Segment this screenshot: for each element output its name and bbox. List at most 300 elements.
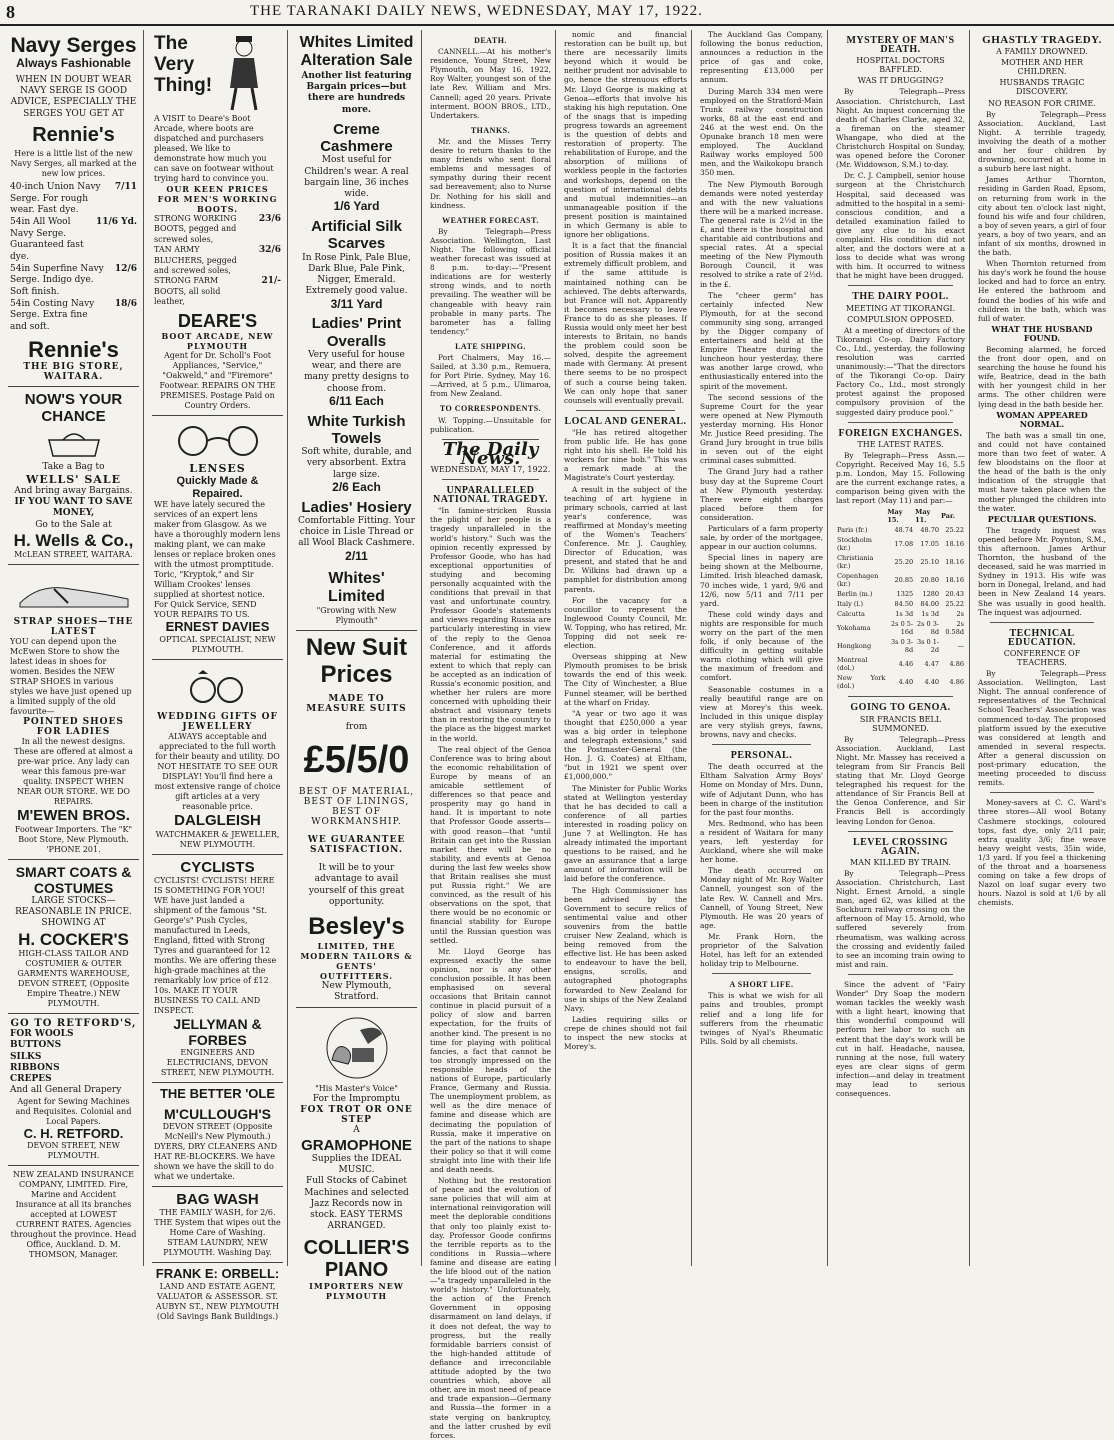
personal-item: Mrs. Redmond, who has been a resident of Waitara for many years, left yesterday for Auckland, where she will make her home. <box>700 818 823 865</box>
newspaper-flag: The Daily News. <box>442 438 539 469</box>
table-row <box>836 535 965 553</box>
ad-mcewen-shoes <box>8 565 139 859</box>
crossing-heading: LEVEL CROSSING AGAIN. <box>852 836 949 857</box>
divider <box>848 974 953 975</box>
col8-advertorial: Money-savers at C. C. Ward's three stores—All wool Botany Cashmere stockings, coloured tops, fast dye, only 2/11 pair, extra quality 3/6; fine weave heavy weight vests, 35in wide, 1/3 yard. If you feel a thickening of the throat and a hoarseness coming on take a few drops of Nazol on loaf sugar every two hours. Nazol is sold at 1/6 by all chemists. <box>978 798 1106 908</box>
ad-dalgleish-jewellery <box>152 660 283 854</box>
orbell-name: FRANK E: ORBELL: <box>155 1266 280 1282</box>
editorial-paragraph: The real object of the Genoa Conference was to bring about the economic rehabilitation of Europe by means of an amicable settlement of differences so that peace and prosperity may go hand in hand. It is important to note that Professor Goode asserts—with good reason—that "until Britain can get into the Russian market there will be no stability, and events at Genoa during the last few weeks show that Britain realises she must put Russia right." We are convinced, as the result of his observations on the spot, that there would be no economic or financial stability for Europe until the Russian question was settled. <box>430 744 551 945</box>
short-life-text: This is what we wish for all pains and troubles, prompt relief and a long life for sufferers from the rheumatic twinges of Nyal's Rheumatic Pills. Sold by all chemists. <box>700 991 823 1046</box>
divider <box>576 410 675 411</box>
navy-item-name: 54in Superfine Navy Serge. Indigo dye. Soft finish. <box>10 263 104 298</box>
masthead-title: THE TARANAKI DAILY NEWS, WEDNESDAY, MAY 17, 1922. <box>250 3 703 19</box>
retford-agent: Agent for Sewing Machines and Requisites. Colonial and Local Papers. <box>15 1096 132 1126</box>
summoned-text: By Telegraph—Press Association. Auckland, Last Night. Mr. Massey has received a telegram from Sir Francis Bell stating that Mr. Lloyd George telegraphed his request for the attendance of Sir Francis Bell at the Genoa Conference, and Sir Francis Bell is accordingly leaving London for Genoa. <box>836 734 965 826</box>
table-row <box>836 589 965 599</box>
retford-item: FOR WOOLS <box>10 1029 74 1040</box>
wells-line: Take a Bag to <box>42 461 105 472</box>
ad-whites-sale <box>296 30 417 631</box>
cycles-text: CYCLISTS! CYCLISTS! HERE IS SOMETHING FOR YOU! WE have just landed a shipment of the famous "St. George's" Push Cycles, manufactured in Leeds, England, fitted with Strong Tyres and guaranteed for 12 months. We are offering these high-grade machines at the remarkably low price of £12 10s. MAKE IT YOUR BUSINESS TO CALL AND INSPECT. <box>154 875 277 1015</box>
table-cell: New York (dol.) <box>837 674 886 691</box>
deare-item <box>154 276 281 307</box>
strap-headline: STRAP SHOES—THE LATEST <box>13 617 134 638</box>
table-header-row <box>836 507 965 525</box>
strap-shoe-icon <box>14 573 134 613</box>
retford-name: C. H. RETFORD. <box>23 1125 124 1141</box>
bagwash-head: BAG WASH <box>176 1191 259 1209</box>
mcc-name: M'CULLOUGH'S <box>164 1106 271 1123</box>
wedding-text: ALWAYS acceptable and appreciated to the full worth for their beauty and utility. DO NOT HESITATE TO SEE OUR DISPLAY! You'll find here a most extensive range of choice gift articles at a very reasonable price. <box>154 732 281 812</box>
wells-headline: NOW'S YOUR CHANCE <box>24 391 123 426</box>
table-cell: Paris (fr.) <box>837 526 868 535</box>
flag-date: WEDNESDAY, MAY 17, 1922. <box>430 464 551 474</box>
column-ads-2 <box>148 30 288 1322</box>
bagwash-text: THE FAMILY WASH, for 2/6. THE System that wipes out the Home Care of Washing. STEAM LAUNDRY, NEW PLYMOUTH. Washing Day. <box>154 1208 281 1258</box>
mystery-subheading: HOSPITAL DOCTORS BAFFLED. <box>856 56 945 75</box>
mystery-subheading-2: WAS IT DRUGGING? <box>857 76 944 86</box>
table-header-cell: May 15. <box>887 508 903 525</box>
navy-item-price: 11/6 Yd. <box>95 216 138 227</box>
ad-retford <box>8 1014 139 1166</box>
correspondents-heading: TO CORRESPONDENTS. <box>439 404 542 414</box>
table-row <box>836 571 965 589</box>
correspondents-text: W. Topping.—Unsuitable for publication. <box>430 415 551 434</box>
deare-head-1: The <box>154 33 188 54</box>
ad-colliers-gramophone <box>296 1008 417 1305</box>
local-item: The Minister for Public Works stated at Wellington yesterday that he has decided to call a conference of all parties interested in roading policy on June 7 at Wellington. He has already intimated the important questions to be raised, and he gave an assurance that a large amount of information will be laid before the conference. <box>564 783 687 884</box>
column-editorial <box>426 30 556 1440</box>
woman-text: The bath was a small tin one, and could not have contained more than two feet of water. A few bloodstains on the floor at the head of the bath is the only indication of the struggle that must have taken place when the mother plunged the children into the water. <box>978 430 1106 513</box>
table-cell: 18.16 <box>945 558 964 567</box>
genoa-heading: GOING TO GENOA. <box>850 702 951 714</box>
table-cell: 25.22 <box>945 526 964 535</box>
ad-besley-suits <box>296 631 417 1008</box>
ghastly-subheading: A FAMILY DROWNED. <box>996 47 1088 57</box>
personal-heading: PERSONAL. <box>730 750 793 762</box>
table-cell: 20.80 <box>920 576 940 585</box>
retford-item: SILKS <box>10 1051 42 1062</box>
besley-town: New Plymouth, Stratford. <box>321 980 392 1002</box>
news-item: The New Plymouth Borough demands were noted yesterday and with the new valuations there will be a marked increase. The general rate is 2½d in the £, and there is the hospital and charitable aid contributions and special rates. At a special meeting of the New Plymouth Borough Council, it was resolved to strike a rate of 2½d. in the £. <box>700 179 823 289</box>
mystery-paragraph: By Telegraph—Press Association. Christchurch, Last Night. An inquest concerning the death of Charles Clarke, aged 32, a fireman on the steamer Whangape, who died at the Christchurch Hospital on Sunday, was opened before the Coroner (Mr. Widdowson, S.M.) to-day. <box>836 87 965 170</box>
ad-orbell <box>152 1263 283 1326</box>
exchange-rates-table <box>836 507 965 691</box>
table-cell: 4.86 <box>949 660 964 669</box>
crossing-text: By Telegraph—Press Association. Christchurch, Last Night. Ernest Arnold, a single man, aged 62, was killed at the Sockburn railway crossing on the afternoon of May 15. Arnold, who suffered severely from rheumatism, was walking across the crossing and evidently failed to see an incoming train owing to mist and rain. <box>836 868 965 969</box>
scarves-price: 3/11 Yard <box>330 296 383 311</box>
table-cell: 4.47 <box>924 660 940 669</box>
deare-agent: Agent for Dr. Scholl's Foot Appliances, "Service," "Oakweld," and "Firemore" Footwear. REPAIRS ON THE PREMISES. Postage Paid on Country Orders. <box>159 351 276 411</box>
tech-subheading: CONFERENCE OF TEACHERS. <box>1003 648 1081 667</box>
table-cell: Christiania (kr.) <box>837 554 874 571</box>
ad-wells-sale <box>8 387 139 565</box>
navy-serges-subtitle: Always Fashionable <box>16 56 131 71</box>
divider <box>712 973 811 974</box>
navy-item <box>10 299 137 334</box>
table-cell: 25.20 <box>894 558 914 567</box>
table-header-cell: May 11. <box>915 508 931 525</box>
deare-head-3: Thing! <box>154 74 213 96</box>
table-row <box>836 553 965 571</box>
local-item: "He has retired altogether from public life. He has gone right into his shell. He told his workers for nine bob." This was a remark made at the Magistrate's Court yesterday. <box>564 427 687 483</box>
colliers-name: COLLIER'S PIANO <box>303 1236 410 1281</box>
navy-item-name: 54in All Wool Navy Serge. Guaranteed fast dye. <box>10 216 84 263</box>
deare-sub: BOOT ARCADE, NEW PLYMOUTH <box>161 331 274 352</box>
personal-item: The death occurred on Monday night of Mr. Roy Walter Cannell, youngest son of the late Rev. W. Cannell and Mrs. Cannell, of Young Street, New Plymouth. He was 20 years of age. <box>700 866 823 930</box>
personal-item: The death occurred at the Eltham Salvation Army Boys' Home on Monday of Mrs. Dunn, wife of Adjutant Dunn, who has been in charge of the institution for the past four months. <box>700 762 823 817</box>
suit-guarantee: WE GUARANTEE SATISFACTION. <box>307 835 406 856</box>
deare-item <box>154 214 281 245</box>
navy-item <box>10 264 137 299</box>
col7-advertorial: Since the advent of "Fairy Wonder" Dry Soap the modern woman tackles the weekly wash with a light heart, knowing that this wonderful compound will perform her labor to such an extent that the day's work will be cut in half. Headache, nausea, running at the nose, full watery eyes are clear signs of germ infection—and delay in treatment may lead to serious consequences. <box>836 979 965 1099</box>
table-cell: Berlin (m.) <box>837 590 873 599</box>
table-cell: Copenhagen (kr.) <box>837 572 879 589</box>
navy-serges-title: Navy Serges <box>10 34 137 57</box>
ad-nz-insurance <box>8 1166 139 1264</box>
column-ads-3 <box>292 30 422 1301</box>
column-telegraph-news <box>832 30 970 1266</box>
local-item: Overseas shipping at New Plymouth promises to be brisk towards the end of this week. The City of Winchester, a Blue Funnel steamer, will be berthed at the wharf on Friday. <box>564 652 687 707</box>
table-cell: Calcutta <box>837 610 865 619</box>
divider <box>990 622 1094 623</box>
local-item: For the vacancy for a councillor to represent the Inglewood County Council, Mr. W. Topping, who has retired, Mr. Topping did not seek re-election. <box>564 595 687 651</box>
shopping-bag-icon <box>39 430 109 458</box>
cocker-line: LARGE STOCKS—REASONABLE IN PRICE. <box>15 895 132 917</box>
short-life-heading: A SHORT LIFE. <box>729 980 794 990</box>
deare-item-price: 23/6 <box>258 214 281 224</box>
davies-name: ERNEST DAVIES <box>165 619 270 635</box>
table-row <box>836 599 965 609</box>
local-item: A result in the subject of the teaching of art hygiene in primary schools, carried at last year's conference, was reaffirmed at Monday's meeting of the Women's Teachers' Conference. Mr. J. Caughley, Director of Education, was present, and stated that he and Dr. Wilkins had drawn up a pamphlet for distribution among parents. <box>564 484 687 594</box>
editorial-paragraph: "In famine-stricken Russia the plight of her people is a tragedy unparalleled in the world's history." Such was the opinion recently expressed by Professor Goode, who has had exceptional opportunities of studying and becoming personally acquainted with the conditions that prevail in that vast and unfortunate country. Professor Goode's statements and views regarding Russia are particularly interesting in view of the reply to the Genoa Conference, and it affords material for estimating the extent to which that reply can be accepted as an indication of Russia's economic position, and whether her rulers are more concerned with upholding their abstract and visionary tenets than in restoring the country to the place as the biggest market in the world. <box>430 506 551 743</box>
thanks-notice: Mr. and the Misses Terry desire to return thanks to the many friends who sent floral emblems and messages of sympathy during their recent sad bereavement; also to Nurse Dr. Nothing for his skill and kindness. <box>430 136 551 210</box>
overalls-text: Very useful for house wear, and there are many pretty designs to choose from. <box>304 349 409 394</box>
rennie-store: THE BIG STORE, <box>23 362 124 373</box>
navy-item <box>10 182 137 217</box>
retford-headline: GO TO RETFORD'S, <box>10 1018 137 1030</box>
table-cell: 1s 3d <box>921 610 940 619</box>
whites-headline: Whites Limited Alteration Sale <box>299 34 414 70</box>
whites-intro: Another list featuring Bargain prices—but there are hundreds more. <box>301 70 412 115</box>
navy-serges-text: WHEN IN DOUBT WEAR NAVY SERGE IS GOOD ADVICE, ESPECIALLY THE SERGES YOU GET AT <box>10 74 137 119</box>
weather-heading: WEATHER FORECAST. <box>442 215 539 225</box>
table-cell: 48.70 <box>920 526 940 535</box>
table-header-cell <box>836 507 886 525</box>
table-row <box>836 637 965 655</box>
orbell-sub: LAND AND ESTATE AGENT, VALUATOR & ASSESSOR. ST. AUBYN ST., NEW PLYMOUTH (Old Savings Bank Buildings.) <box>155 1282 280 1322</box>
creme-text: Most useful for Children's wear. A real bargain line, 36 inches wide. <box>304 155 409 200</box>
weather-text: By Telegraph—Press Association. Wellington, Last Night. The following official weather forecast was issued at 8 p.m. to-day:—"Present indications are for westerly strong winds, and to north prevailing. The weather will be changeable with heavy rain probable in many parts. The barometer has a falling tendency." <box>430 226 551 336</box>
table-row <box>836 619 965 637</box>
husband-text: Becoming alarmed, he forced the front door open, and on searching the house he found his wife, Beatrice, dead in the bath with her youngest child in her arms. The other children were lying dead in the bath beside her. <box>978 345 1106 409</box>
table-cell: 18.16 <box>945 540 964 549</box>
table-row <box>836 525 965 535</box>
ad-deares-boots <box>152 30 283 416</box>
table-cell: 3s 0 1-2d <box>916 638 940 655</box>
deare-head-2: Very <box>154 53 195 75</box>
local-item: "A year or two ago it was thought that £250,000 a year was a big order in telephone and telegraph extensions," said the Postmaster-General (the Hon. J. G. Coates) at Eltham, "but in 1921 we spent over £1,000,000." <box>564 708 687 782</box>
shipping-heading: LATE SHIPPING. <box>455 341 526 351</box>
dairy-text: At a meeting of directors of the Tikorangi Co-op. Dairy Factory Co., Ltd., yesterday, the following resolution was carried unanimously:—"That the directors of the Tikorangi Co-op. Dairy Factory Co., Ltd., most strongly protest against the proposed compulsory provision of the suggested dairy produce pool." <box>836 325 965 417</box>
news-item: The second sessions of the Supreme Court for the year were opened at New Plymouth yesterday morning. His Honor Mr. Justice Reed presiding. The Grand Jury brought in true bills in seven out of the eight criminal cases submitted. <box>700 392 823 466</box>
local-item: The High Commissioner has been advised by the Government to secure relics of sentimental value and other souvenirs from the battle cruiser New Zealand, which is being removed from the effective list. He has been asked to endeavour to have the bell, ensigns, scrolls, and autographed photographs forwarded to New Zealand for use in ships of the New Zealand Navy. <box>564 885 687 1013</box>
personal-item: Mr. Frank Horn, the proprietor of the Salvation Hotel, has left for an extended holiday trip to Melbourne. <box>700 931 823 969</box>
ad-cocker-coats <box>8 860 139 1014</box>
gentleman-figure-icon <box>212 34 272 114</box>
divider <box>442 479 539 480</box>
fx-heading: FOREIGN EXCHANGES. <box>838 427 963 439</box>
ghastly-heading: GHASTLY TRAGEDY. <box>982 34 1102 46</box>
table-cell: 17.05 <box>920 540 940 549</box>
husband-heading: WHAT THE HUSBAND FOUND. <box>991 323 1093 343</box>
retford-item: RIBBONS <box>10 1062 60 1073</box>
cocker-address: HIGH-CLASS TAILOR AND COSTUMIER & OUTER GARMENTS WAREHOUSE, DEVON STREET, (Opposite Empire Theatre.) NEW PLYMOUTH. <box>17 949 130 1009</box>
jellyman-name: JELLYMAN & FORBES <box>173 1015 262 1049</box>
ghastly-subheading-4: NO REASON FOR CRIME. <box>988 98 1096 108</box>
whites-tagline: "Growing with New Plymouth" <box>316 606 397 626</box>
jellyman-sub: ENGINEERS AND ELECTRICIANS, DEVON STREET, NEW PLYMOUTH. <box>160 1048 275 1078</box>
strap-text: YOU can depend upon the McEwen Store to show the latest ideas in shoes for women. Besides the NEW STRAP SHOES in various styles we have just opened up a limited supply of the old favourite— <box>10 637 132 717</box>
navy-item-name: 54in Costing Navy Serge. Extra fine and soft. <box>10 298 95 333</box>
news-item: Special lines in napery are being shown at the Melbourne, Limited. Irish bleached damask, 70 inches wide, 1 yard, 9/6 and 12/6, now 5/11 and 7/11 per yard. <box>700 553 823 608</box>
deare-item <box>154 245 281 276</box>
editorial-paragraph: Nothing but the restoration of peace and the evolution of sane policies that will aim at international reinvigoration will meet the deplorable conditions that only too plainly exist to-day. Professor Goode confirms the terrible reports as to the conditions in Russia—where famine and disease are eating the life blood out of the nation—"a tragedy unparalleled in the world's history." Unfortunately, the action of the French Government in opposing disarmament on land delays, if it does not defeat, the way to progress, but the really formidable barriers consist of the high-handed attitude of defiance and irreconcilable attitude adopted by the two countries which, above all other, are in most need of peace and trade expansion—Germany and Russia—the former in a state verging on bankruptcy, and the latter crushed by evil forces. <box>430 1176 551 1440</box>
news-item: The "cheer germ" has certainly infected New Plymouth, for at the second community sing song, arranged by the Digger company of entertainers and held at the Empire Theatre during the luncheon hour yesterday, there was another large crowd, who enthusiastically entered into the spirit of the movement. <box>700 290 823 391</box>
mcewen-name: M'EWEN BROS. <box>17 807 130 825</box>
navy-item-price: 12/6 <box>114 263 137 274</box>
ghastly-subheading-2: MOTHER AND HER CHILDREN. <box>1000 58 1084 77</box>
crossing-subheading: MAN KILLED BY TRAIN. <box>850 857 951 867</box>
creme-head: Creme Cashmere <box>320 120 393 156</box>
column-news-personal <box>696 30 828 1266</box>
whites-name: Whites' Limited <box>328 569 385 605</box>
colliers-sub: IMPORTERS NEW PLYMOUTH <box>309 1280 404 1301</box>
table-cell: 20.85 <box>894 576 914 585</box>
column-ads-1 <box>4 30 144 1266</box>
suit-text: BEST OF MATERIAL, BEST OF LININGS, BEST OF WORKMANSHIP. <box>298 787 415 828</box>
mystery-heading: MYSTERY OF MAN'S DEATH. <box>846 35 955 56</box>
divider <box>848 831 953 832</box>
tech-text: By Telegraph—Press Association. Wellington, Last Night. The annual conference of representatives of the Technical School Teachers' Association was commenced to-day. The proposed platform issued by the executive was considered at length and amended in several respects. After a general discussion on post-primary education, the meeting proceeded to discuss remits. <box>978 669 1106 788</box>
ad-bag-wash <box>152 1187 283 1263</box>
suit-headline: New Suit Prices <box>305 634 408 688</box>
mcewen-sub: Footwear Importers. The "K" Boot Store, New Plymouth. 'PHONE 201. <box>14 824 133 854</box>
deare-item-name: STRONG FARM BOOTS, all solid leather, <box>154 276 221 307</box>
editorial-continued: It is a fact that the financial position of Russia makes it an extremely difficult problem, and if the same attitude is maintained nothing can be achieved. The debts afterwards, but France will not. Apparently it becomes necessary to leave France to do as she pleases. If Russia would only meet her best interests to Britain, no hands the problem could soon be solved, despite the agreement made with Germany. At present there seems to be no prospect of such a course being taken. We can only hope that saner counsels will eventually prevail. <box>564 241 687 405</box>
news-item: These cold windy days and nights are responsible for much worry on the part of the men folk, if only because of the difficulty in getting suitable warm clothing which will give the maximum of freedom and comfort. <box>700 609 823 683</box>
towels-head: White Turkish Towels <box>307 412 406 447</box>
table-cell: 4.40 <box>924 678 940 687</box>
his-masters-voice-dog-icon <box>312 1016 402 1080</box>
local-item: Ladies requiring silks or crepe de chines should not fail to inspect the new stocks at Morey's. <box>564 1014 687 1052</box>
table-cell: Italy (l.) <box>837 600 864 609</box>
deare-item-price: 21/- <box>261 276 281 287</box>
retford-item: BUTTONS <box>10 1040 62 1051</box>
spectacles-icon <box>163 424 273 458</box>
news-item: Particulars of a farm property sale, by order of the mortgagee, appear in our auction columns. <box>700 523 823 552</box>
ad-rennie-navy-serges <box>8 30 139 387</box>
ghastly-paragraph: By Telegraph—Press Association. Auckland, Last Night. A terrible tragedy, involving the death of a mother and her four children by drowning, occurred at a home in a suburb here last night. <box>978 109 1106 174</box>
gram-for: For the Impromptu <box>312 1094 401 1105</box>
suit-measure: MADE TO MEASURE SUITS <box>306 694 407 715</box>
rennie-town: WAITARA. <box>43 372 104 383</box>
ad-mccullough <box>152 1083 283 1187</box>
ad-ernest-davies-lenses <box>152 416 283 660</box>
retford-item: CREPES <box>10 1074 52 1085</box>
gram-name: GRAMOPHONE <box>301 1136 412 1154</box>
thanks-heading: THANKS. <box>470 125 511 135</box>
deare-prices-head: OUR KEEN PRICES FOR MEN'S WORKING BOOTS. <box>157 184 278 214</box>
suit-price: £5/5/0 <box>303 739 410 782</box>
news-item: During March 334 men were employed on the Stratford-Main Trunk railway construction works, 88 at the east end and 246 at the west end. On the Opunake branch 18 men were employed. The Auckland Railway works employed 500 men, and the Waikokopu branch 350 men. <box>700 86 823 178</box>
navy-item-price: 18/6 <box>114 298 137 309</box>
strap-text-2: In all the newest designs. These are offered at almost a pre-war price. Any lady can wear this famous pre-war quality. INSPECT WHEN NEAR OUR STORE. WE DO REPAIRS. <box>14 737 133 807</box>
hosiery-price: 2/11 <box>345 548 368 563</box>
gram-dance: FOX TROT OR ONE STEP <box>300 1105 413 1126</box>
deare-text: A VISIT to Deare's Boot Arcade, where boots are dispatched and purchasers pleased. We like to demonstrate how much you can save on footwear without trying hard to convince you. <box>154 114 274 183</box>
lenses-text: WE have lately secured the services of an expert lens maker from Glasgow. As we have a thoroughly modern lens making plant, we can make lenses or replace broken ones with the utmost promptitude. Toric, "Kryptok," and Sir William Crookes' lenses supplied at shortest notice. For Quick Service, SEND YOUR REPAIRS TO US. <box>154 500 281 620</box>
deare-item-name: TAN ARMY BLUCHERS, pegged and screwed soles, <box>154 245 237 275</box>
wells-address: McLEAN STREET, WAITARA. <box>14 550 133 560</box>
jewellery-rings-icon <box>168 668 268 708</box>
woman-heading: WOMAN APPEARED NORMAL. <box>996 409 1088 429</box>
table-cell: 1325 <box>896 590 914 599</box>
deare-item-price: 32/6 <box>258 245 281 256</box>
wells-line: WELLS' SALE <box>26 472 121 486</box>
table-cell: 25.22 <box>945 600 964 609</box>
divider <box>848 285 953 286</box>
dairy-heading: THE DAIRY POOL. <box>852 291 949 303</box>
mystery-paragraph: Dr. C. J. Campbell, senior house surgeon at the Christchurch Hospital, said deceased was admitted to the hospital in a semi-conscious condition, and a detailed examination failed to give any clue to his exact complaint. His condition did not alter, and the doctors were at a loss to decide what was wrong with him. It occurred to witness that he might have been drugged. <box>836 171 965 281</box>
lenses-sub: Quickly Made & Repaired. <box>176 475 259 500</box>
column-local-general <box>560 30 692 1266</box>
ghastly-paragraph: James Arthur Thornton, residing in Garden Road, Epsom, on returning from work in the city about ten o'clock last night, found his wife and four children, a boy of seven years, a girl of four years, a boy of two years, and an infant of six months, drowned in the bath. <box>978 175 1106 258</box>
rennie-name: Rennie's <box>32 123 115 146</box>
table-cell: Montreal (dol.) <box>837 656 868 673</box>
table-cell: 4.86 <box>949 678 964 687</box>
page-number: 8 <box>6 2 15 22</box>
column-tragedy-news <box>974 30 1110 1266</box>
table-cell: 2s 0.58d <box>945 620 964 637</box>
table-cell: 3s 0 3-8d <box>891 638 914 655</box>
scarves-text: In Rose Pink, Pale Blue, Dark Blue, Pale Pink, Nigger, Emerald. Extremely good value. <box>302 252 411 297</box>
table-cell: Hongkong <box>837 642 872 651</box>
divider <box>848 696 953 697</box>
table-cell: 1280 <box>922 590 940 599</box>
davies-sub: OPTICAL SPECIALIST, NEW PLYMOUTH. <box>159 635 276 655</box>
deaths-notice: CANNELL.—At his mother's residence, Young Street, New Plymouth, on May 16, 1922, Roy Walter, youngest son of the late Rev. William and Mrs. Cannell; aged 20 years. Private interment. BOON BROS., LTD., Undertakers. <box>430 47 551 120</box>
nz-insurance-text: NEW ZEALAND INSURANCE COMPANY, LIMITED. Fire, Marine and Accident Insurance at all its branches accepted at LOWEST CURRENT RATES. Agencies throughout the province. Head Office, Auckland. D. M. THOMSON, Manager. <box>10 1170 137 1260</box>
summoned-heading: SIR FRANCIS BELL SUMMONED. <box>859 714 942 733</box>
table-cell: Yokohama <box>837 624 871 633</box>
fx-intro: By Telegraph—Press Assn.—Copyright. Received May 16, 5.5 p.m. London, May 15. Following are the current exchange rates, a comparison being given with the last report (May 11) and par:— <box>836 450 965 506</box>
deare-name: DEARE'S <box>177 310 258 331</box>
editorial-continued: nomic and financial restoration can be built up, but there are necessarily limits beyond which it would be neither prudent nor advisable to go, hence the strenuous efforts Mr. Lloyd George is making at Genoa—efforts that involve his staking his high reputation. One of the snags that is impeding progress towards an agreement is the question of debts and restoration of property. The rehabilitation of Europe, and the absorption of millions of workless people in the factories and workshops, depend on the question of international debts and mutual indemnities—an unmanageable position if the present position is maintained in which Germany is able to ignore her obligations. <box>564 30 687 240</box>
retford-item: And all General Drapery <box>10 1085 122 1096</box>
table-cell: 2s 0 5-16d <box>891 620 914 637</box>
gram-text: Full Stocks of Cabinet Machines and selected Jazz Records now in stock. EASY TERMS ARRANGED. <box>304 1176 409 1232</box>
mcc-text: DYERS, DRY CLEANERS AND HAT RE-BLOCKERS. We have shown we have the skill to do what we undertake. <box>154 1142 277 1182</box>
table-cell: 48.74 <box>894 526 914 535</box>
gram-supplies: Supplies the IDEAL MUSIC. <box>311 1153 402 1176</box>
shipping-text: Port Chalmers, May 16.—Sailed, at 3.30 p.m., Remuera, for Port Pirie. Sydney, May 16.—Arrived, at 5 p.m., Ulimaroa, from New Zealand. <box>430 353 551 399</box>
local-general-heading: LOCAL AND GENERAL. <box>564 415 687 427</box>
news-item: Seasonable costumes in a really beautiful range are on view at Morey's this week. Included in this unique display are very stylish greys, fawns, browns, navy and checks. <box>700 684 823 740</box>
table-row <box>836 655 965 673</box>
overalls-price: 6/11 Each <box>329 393 384 408</box>
scarves-head: Artificial Silk Scarves <box>311 218 402 253</box>
wells-line: IF YOU WANT TO SAVE MONEY, <box>14 497 133 519</box>
creme-price: 1/6 Yard <box>333 199 380 214</box>
gram-a: A <box>353 1125 360 1136</box>
questions-heading: PECULIAR QUESTIONS. <box>987 513 1097 524</box>
hosiery-text: Comfortable Fitting. Your choice in Lisle Thread or all Wool Black Cashmere. <box>298 515 415 549</box>
masthead <box>0 0 1114 26</box>
suit-from: from <box>345 722 368 733</box>
ghastly-paragraph: When Thornton returned from his day's work he found the house locked and had to force an entry. He entered the bathroom and found the bodies of his wife and children in the bath, which was full of water. <box>978 259 1106 323</box>
table-cell: 84.50 <box>894 600 914 609</box>
table-cell: 84.00 <box>920 600 940 609</box>
besley-name: Besley's <box>308 913 405 941</box>
table-cell: 18.16 <box>945 576 964 585</box>
table-row <box>836 609 965 619</box>
table-cell: 2s 0 3-8d <box>916 620 940 637</box>
navy-item-price: 7/11 <box>114 181 137 192</box>
towels-price: 2/6 Each <box>332 479 381 494</box>
wedding-head: WEDDING GIFTS OF JEWELLERY <box>157 712 278 733</box>
table-cell: 4.40 <box>898 678 914 687</box>
deare-item-name: STRONG WORKING BOOTS, pegged and screwed soles, <box>154 214 237 244</box>
overalls-head: Ladies' Print Overalls <box>311 315 402 350</box>
navy-intro: Here is a little list of the new Navy Serges, all marked at the new low prices. <box>10 148 137 178</box>
mcc-sub: DEVON STREET (Opposite McNeill's New Plymouth.) <box>162 1122 273 1142</box>
deaths-heading: DEATH. <box>474 36 507 45</box>
wells-line: Go to the Sale at <box>35 519 112 530</box>
besley-sub: LIMITED, THE MODERN TAILORS & GENTS' OUTFITTERS. <box>300 940 413 981</box>
dalgleish-sub: WATCHMAKER & JEWELLER, NEW PLYMOUTH. <box>155 829 280 849</box>
strap-pointed: POINTED SHOES FOR LADIES <box>23 717 124 738</box>
tech-heading: TECHNICAL EDUCATION. <box>1008 627 1076 648</box>
divider <box>848 422 953 423</box>
dairy-subheading: MEETING AT TIKORANGI. <box>845 303 956 313</box>
cycles-head: CYCLISTS <box>180 858 255 876</box>
table-cell: 2s <box>956 610 964 619</box>
lenses-head: LENSES <box>189 462 246 476</box>
table-cell: 17.08 <box>894 540 914 549</box>
retford-address: DEVON STREET, NEW PLYMOUTH. <box>27 1141 120 1161</box>
editorial-heading: UNPARALLELED NATIONAL TRAGEDY. <box>432 485 548 506</box>
news-item: The Auckland Gas Company, following the bonus reduction, announces a reduction in the price of gas and coke, representing £13,000 per annum. <box>700 30 823 85</box>
news-item: The Grand Jury had a rather busy day at the Supreme Court at New Plymouth yesterday. There were eight charges placed before them for consideration. <box>700 467 823 522</box>
gram-caption: "His Master's Voice" <box>315 1084 398 1094</box>
editorial-paragraph: Mr. Lloyd George has expressed exactly the same opinion, nor is any other conclusion possible. It has been emphasised on several occasions that Britain cannot continue in placid pursuit of a policy of slow and barren expectation, for the fruits of another kind. The present is no time for playing with political fancies, a fact that cannot be too strongly impressed on the responsible heads of the nations of Europe, particularly France, Germany and Russia. The unemployment problem, as well as the dire menace of famine and disease which are decimating the population of Russia, make it imperative on the part of the nations to shape their policy so that it will come straight into line with their life and death needs. <box>430 946 551 1174</box>
dairy-subheading-2: COMPULSION OPPOSED. <box>847 314 954 324</box>
better-ole: THE BETTER 'OLE <box>159 1086 276 1102</box>
cocker-line: SHOWING AT <box>41 918 106 929</box>
table-cell: 25.10 <box>920 558 940 567</box>
divider <box>712 744 811 745</box>
navy-item <box>10 217 137 264</box>
rennie-name-footer: Rennie's <box>28 336 119 362</box>
divider <box>990 792 1094 793</box>
questions-text: The tragedy inquest was opened before Mr. Poynton, S.M., this afternoon. James Arthur Thornton, the husband of the deceased, said he was married in Sydney in 1913. His wife was born in Donegal, Ireland, and had been in New Zealand 14 years. She was usually in good health. The inquest was adjourned. <box>978 525 1106 617</box>
fx-subheading: THE LATEST RATES. <box>857 439 944 449</box>
table-row <box>836 673 965 691</box>
table-header-cell: Par. <box>941 512 956 521</box>
table-cell: 1s 3d <box>895 610 914 619</box>
ghastly-subheading-3: HUSBANDS TRAGIC DISCOVERY. <box>999 78 1085 97</box>
table-cell: 4.46 <box>898 660 914 669</box>
